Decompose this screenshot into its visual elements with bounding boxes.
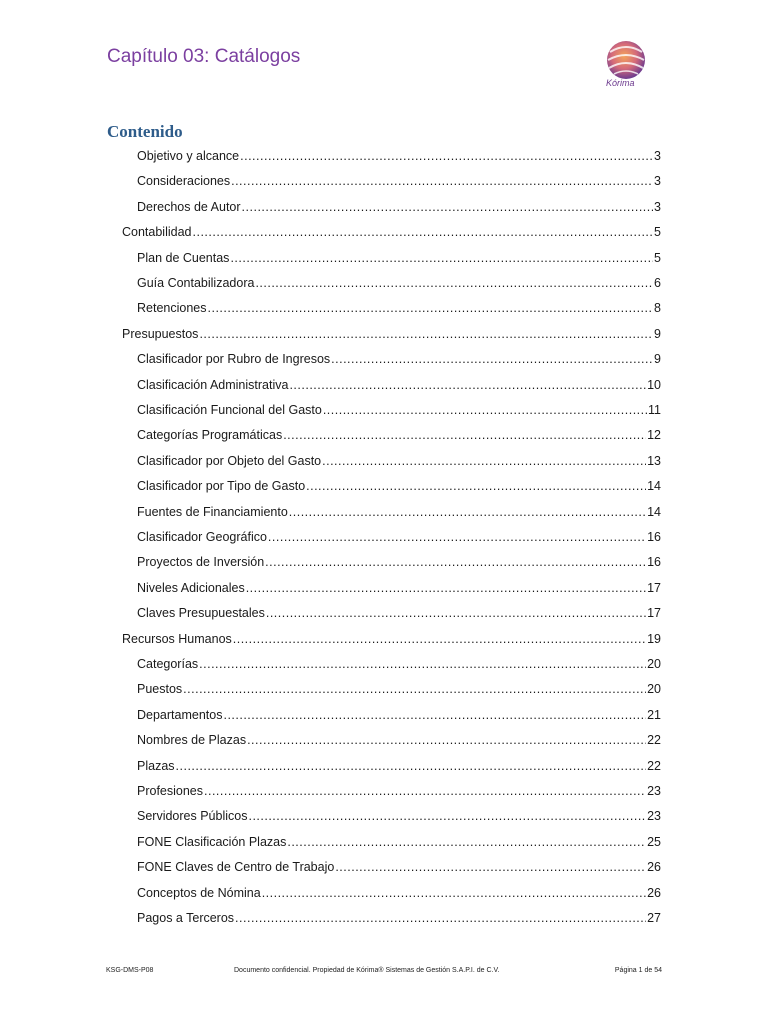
toc-entry-label: Clasificador Geográfico [137, 530, 267, 544]
toc-entry-page: 20 [647, 682, 661, 697]
toc-entry-label: Proyectos de Inversión [137, 555, 265, 570]
toc-entry-label: Departamentos [137, 707, 223, 722]
toc-entry[interactable] [137, 500, 661, 520]
toc-entry-page: 6 [654, 276, 661, 290]
toc-entry[interactable] [137, 779, 661, 799]
toc-dot-leader [322, 453, 646, 469]
logo-wordmark: Kórima [606, 78, 635, 88]
toc-dot-leader [193, 224, 654, 240]
toc-entry[interactable] [137, 195, 661, 215]
toc-entry-page: 17 [647, 580, 661, 595]
toc-entry-page: 20 [647, 657, 661, 671]
toc-entry-label: Clasificador por Tipo de Gasto [137, 479, 306, 494]
toc-entry-page: 23 [647, 809, 661, 824]
toc-entry-label: Servidores Públicos [137, 809, 248, 824]
toc-entry-label: Puestos [137, 682, 183, 697]
toc-dot-leader [283, 427, 646, 443]
toc-entry-label: Presupuestos [122, 326, 199, 341]
toc-dot-leader [289, 504, 646, 520]
toc-entry-page: 23 [647, 784, 661, 798]
toc-entry-label: FONE Claves de Centro de Trabajo [137, 860, 335, 875]
toc-entry-page: 8 [654, 301, 661, 316]
toc-dot-leader [289, 377, 646, 393]
toc-dot-leader [176, 758, 647, 774]
toc-entry[interactable] [137, 703, 661, 723]
toc-entry-label: Niveles Adicionales [137, 580, 245, 595]
toc-entry-page: 3 [654, 199, 661, 214]
toc-entry-page: 10 [647, 377, 661, 392]
toc-entry[interactable] [137, 271, 661, 291]
toc-entry[interactable] [137, 550, 661, 570]
toc-entry-page: 27 [647, 911, 661, 925]
toc-dot-leader [287, 834, 646, 850]
toc-dot-leader [233, 631, 646, 647]
toc-dot-leader [230, 250, 653, 266]
toc-entry-label: Plan de Cuentas [137, 250, 230, 265]
toc-entry-page: 17 [647, 606, 661, 621]
toc-dot-leader [265, 554, 646, 570]
toc-entry[interactable] [137, 423, 661, 443]
toc-entry[interactable] [137, 576, 661, 596]
toc-dot-leader [248, 808, 646, 824]
toc-entry-label: Guía Contabilizadora [137, 276, 255, 290]
toc-entry-label: Categorías [137, 657, 199, 671]
toc-entry-page: 25 [647, 834, 661, 849]
toc-entry-label: FONE Clasificación Plazas [137, 834, 287, 849]
toc-entry[interactable] [137, 601, 661, 621]
toc-entry-label: Pagos a Terceros [137, 911, 235, 925]
toc-entry[interactable] [137, 728, 661, 748]
toc-entry-label: Contabilidad [122, 225, 192, 240]
toc-entry-label: Categorías Programáticas [137, 428, 283, 443]
toc-dot-leader [247, 732, 646, 748]
toc-entry-page: 12 [647, 428, 661, 443]
toc-dot-leader [331, 351, 653, 367]
toc-entry-page: 9 [654, 352, 661, 367]
toc-entry-page: 26 [647, 885, 661, 900]
toc-dot-leader [268, 529, 646, 545]
toc-entry[interactable] [137, 347, 661, 367]
toc-entry-label: Plazas [137, 758, 175, 773]
toc-dot-leader [266, 605, 646, 621]
toc-dot-leader [199, 326, 653, 342]
toc-entry-label: Nombres de Plazas [137, 733, 247, 748]
footer-page-number: Página 1 de 54 [614, 967, 662, 974]
toc-dot-leader [231, 173, 653, 189]
toc-dot-leader [246, 580, 646, 596]
toc-dot-leader [323, 402, 647, 418]
toc-entry-page: 5 [654, 250, 661, 265]
toc-dot-leader [183, 681, 646, 697]
toc-entry[interactable] [137, 906, 661, 926]
toc-entry[interactable] [137, 169, 661, 189]
toc-entry[interactable] [137, 652, 661, 672]
toc-entry-page: 26 [647, 860, 661, 875]
toc-entry[interactable] [137, 677, 661, 697]
toc-entry-label: Derechos de Autor [137, 199, 241, 214]
toc-entry[interactable] [137, 881, 661, 901]
toc-entry[interactable] [137, 373, 661, 393]
toc-entry[interactable] [137, 804, 661, 824]
toc-dot-leader [240, 148, 653, 164]
toc-entry-page: 3 [654, 149, 661, 163]
toc-entry-label: Retenciones [137, 301, 207, 316]
toc-entry-page: 16 [647, 530, 661, 544]
toc-entry-label: Consideraciones [137, 174, 231, 189]
toc-entry[interactable] [137, 474, 661, 494]
toc-entry-label: Clasificador por Objeto del Gasto [137, 453, 322, 468]
toc-dot-leader [306, 478, 646, 494]
toc-entry[interactable] [122, 322, 661, 342]
toc-entry-page: 14 [647, 479, 661, 494]
toc-entry-label: Claves Presupuestales [137, 606, 265, 621]
toc-entry-label: Clasificación Funcional del Gasto [137, 403, 322, 417]
toc-entry-page: 13 [647, 453, 661, 468]
toc-entry-page: 22 [647, 758, 661, 773]
toc-entry[interactable] [137, 398, 661, 418]
toc-entry-page: 9 [654, 326, 661, 341]
toc-dot-leader [199, 656, 646, 672]
toc-entry-label: Objetivo y alcance [137, 149, 240, 163]
toc-dot-leader [208, 300, 654, 316]
footer-doc-code: KSG-DMS-P08 [106, 967, 154, 974]
toc-heading: Contenido [107, 122, 183, 141]
toc-entry-label: Recursos Humanos [122, 631, 232, 646]
toc-entry[interactable] [122, 220, 661, 240]
toc-dot-leader [262, 885, 646, 901]
toc-entry-label: Profesiones [137, 784, 204, 798]
toc-entry[interactable] [137, 296, 661, 316]
toc-entry[interactable] [137, 754, 661, 774]
toc-dot-leader [223, 707, 646, 723]
toc-entry[interactable] [137, 449, 661, 469]
toc-entry[interactable] [122, 627, 661, 647]
toc-dot-leader [235, 910, 646, 926]
toc-entry[interactable] [137, 830, 661, 850]
toc-entry-label: Clasificador por Rubro de Ingresos [137, 352, 331, 367]
footer-notice: Documento confidencial. Propiedad de Kórima® Sistemas de Gestión S.A.P.I. de C.V. [234, 967, 500, 974]
toc-entry-label: Clasificación Administrativa [137, 377, 289, 392]
toc-entry[interactable] [137, 855, 661, 875]
toc-entry-page: 16 [647, 555, 661, 570]
page-title: Capítulo 03: Catálogos [107, 46, 301, 67]
toc-entry-page: 3 [654, 174, 661, 189]
toc-entry[interactable] [137, 246, 661, 266]
toc-entry-page: 11 [648, 403, 661, 417]
toc-entry[interactable] [137, 525, 661, 545]
toc-entry-page: 21 [647, 707, 661, 722]
toc-dot-leader [204, 783, 646, 799]
toc-entry-label: Fuentes de Financiamiento [137, 504, 288, 519]
toc-entry-page: 5 [654, 225, 661, 240]
toc-entry[interactable] [137, 144, 661, 164]
toc-dot-leader [335, 859, 646, 875]
toc-dot-leader [242, 199, 654, 215]
toc-entry-label: Conceptos de Nómina [137, 885, 261, 900]
toc-entry-page: 14 [647, 504, 661, 519]
toc-dot-leader [255, 275, 653, 291]
toc-entry-page: 22 [647, 733, 661, 748]
toc-entry-page: 19 [647, 631, 661, 646]
